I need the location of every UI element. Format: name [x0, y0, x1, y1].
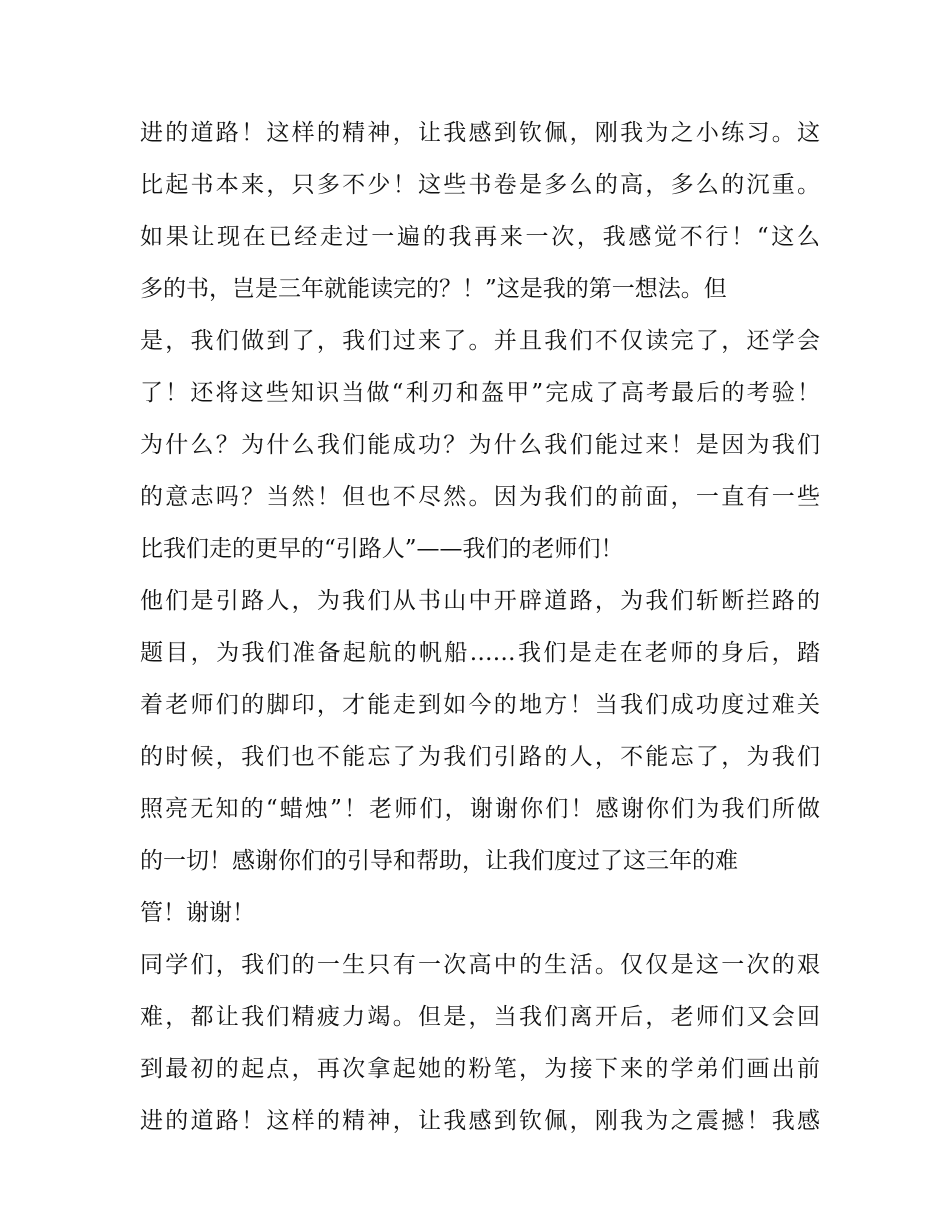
- text-line: 比我们走的更早的“引路人”——我们的老师们！: [140, 536, 624, 562]
- text-line: 他们是引路人，为我们从书山中开辟道路，为我们斩断拦路的: [140, 588, 820, 614]
- text-line: 进的道路！这样的精神，让我感到钦佩，刚我为之小练习。这: [140, 120, 820, 146]
- text-line: 了！还将这些知识当做“利刃和盔甲”完成了高考最后的考验！: [140, 380, 820, 406]
- text-line: 题目，为我们准备起航的帆船……我们是走在老师的身后，踏: [140, 640, 820, 666]
- body-text: [140, 107, 820, 1147]
- text-line: 的一切！感谢你们的引导和帮助，让我们度过了这三年的难: [140, 848, 738, 874]
- text-line: 难，都让我们精疲力竭。但是，当我们离开后，老师们又会回: [140, 1004, 820, 1030]
- text-line: 是，我们做到了，我们过来了。并且我们不仅读完了，还学会: [140, 328, 820, 354]
- text-line: 同学们，我们的一生只有一次高中的生活。仅仅是这一次的艰: [140, 952, 820, 978]
- text-line: 的意志吗？当然！但也不尽然。因为我们的前面，一直有一些: [140, 484, 820, 510]
- text-line: 管！谢谢！: [140, 900, 255, 926]
- text-line: 的时候，我们也不能忘了为我们引路的人，不能忘了，为我们: [140, 744, 820, 770]
- text-line: 比起书本来，只多不少！这些书卷是多么的高，多么的沉重。: [140, 172, 820, 198]
- text-line: 为什么？为什么我们能成功？为什么我们能过来！是因为我们: [140, 432, 820, 458]
- text-line: 照亮无知的“蜡烛”！老师们，谢谢你们！感谢你们为我们所做: [140, 796, 820, 822]
- text-line: 多的书，岂是三年就能读完的？！”这是我的第一想法。但: [140, 276, 727, 302]
- text-line: 着老师们的脚印，才能走到如今的地方！当我们成功度过难关: [140, 692, 820, 718]
- text-line: 进的道路！这样的精神，让我感到钦佩，刚我为之震撼！我感: [140, 1108, 820, 1134]
- text-line: 到最初的起点，再次拿起她的粉笔，为接下来的学弟们画出前: [140, 1056, 820, 1082]
- text-line: 如果让现在已经走过一遍的我再来一次，我感觉不行！“这么: [140, 224, 820, 250]
